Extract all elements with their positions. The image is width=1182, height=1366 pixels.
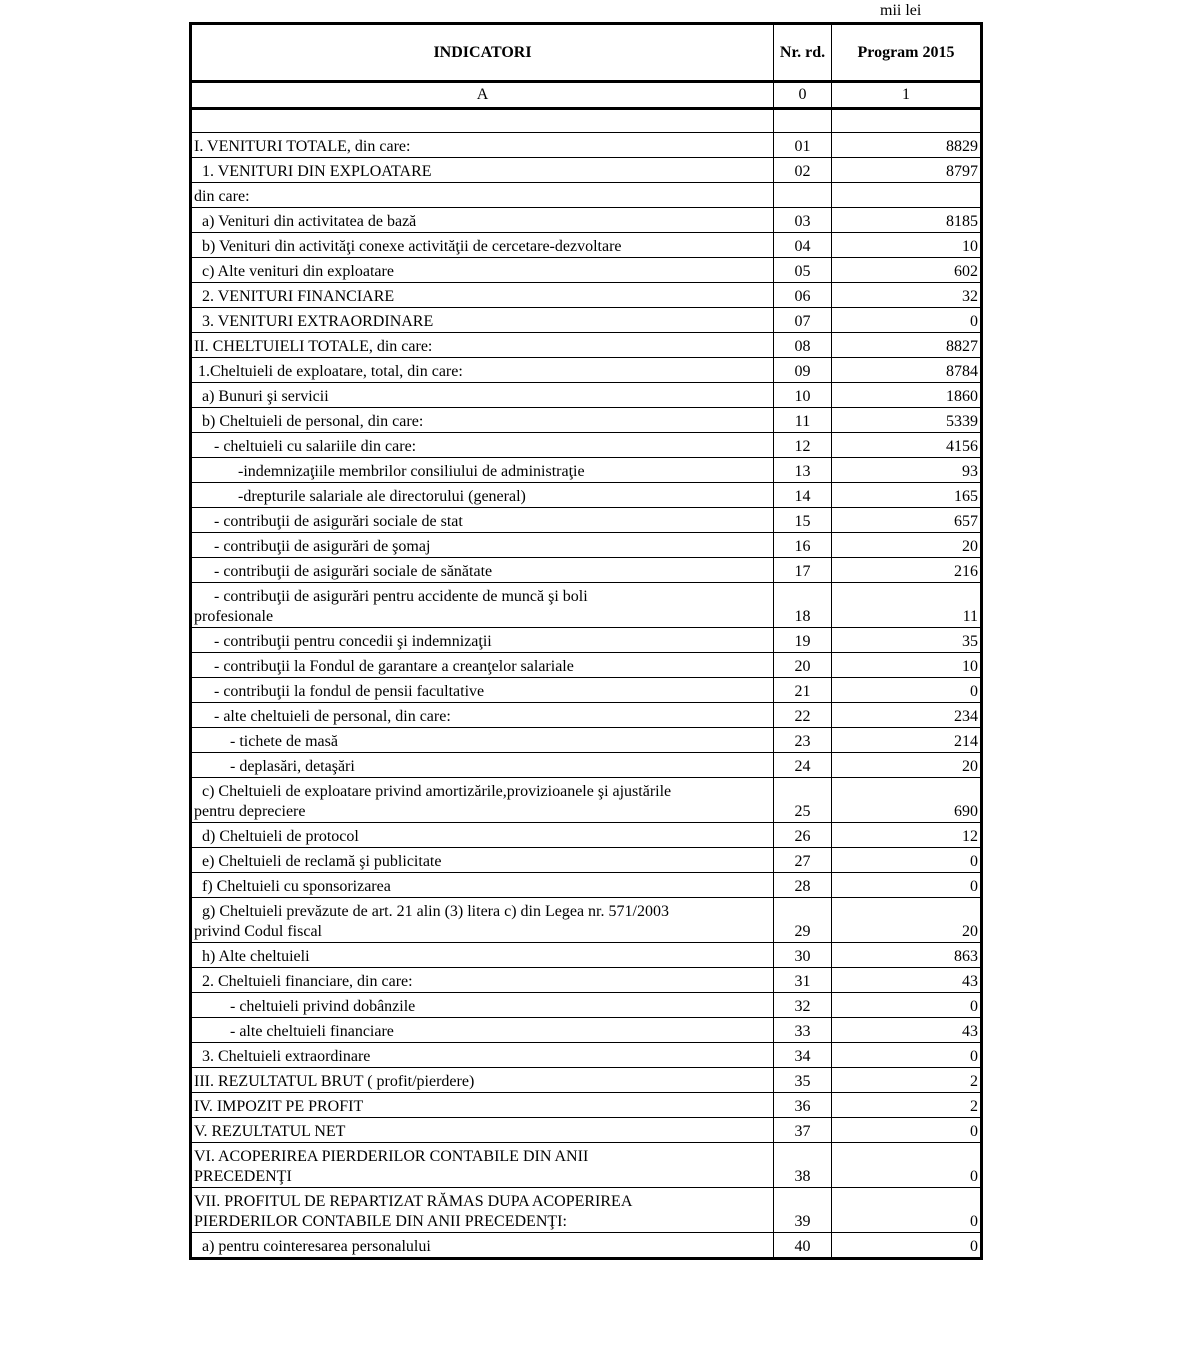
row-indicator: din care: [191, 183, 774, 208]
row-indicator: f) Cheltuieli cu sponsorizarea [191, 873, 774, 898]
table-row [191, 533, 982, 558]
row-value: 216 [832, 558, 982, 583]
row-value: 0 [832, 848, 982, 873]
row-value: 0 [832, 1043, 982, 1068]
table-row [191, 183, 982, 208]
row-value: 35 [832, 628, 982, 653]
table-row [191, 1118, 982, 1143]
row-number: 31 [774, 968, 832, 993]
row-indicator: VII. PROFITUL DE REPARTIZAT RĂMAS DUPA ACOPERIREA PIERDERILOR CONTABILE DIN ANII PRECEDENŢI: [191, 1188, 774, 1233]
row-number: 09 [774, 358, 832, 383]
row-indicator: c) Cheltuieli de exploatare privind amortizările,provizioanele şi ajustările pentru depreciere [191, 778, 774, 823]
table-row [191, 703, 982, 728]
row-number: 33 [774, 1018, 832, 1043]
row-value: 0 [832, 993, 982, 1018]
row-number: 10 [774, 383, 832, 408]
row-indicator: e) Cheltuieli de reclamă şi publicitate [191, 848, 774, 873]
row-indicator: - contribuţii pentru concedii şi indemnizaţii [191, 628, 774, 653]
row-value: 12 [832, 823, 982, 848]
row-value: 2 [832, 1093, 982, 1118]
row-number: 26 [774, 823, 832, 848]
row-value: 93 [832, 458, 982, 483]
row-indicator: - contribuţii de asigurări de şomaj [191, 533, 774, 558]
row-indicator: - tichete de masă [191, 728, 774, 753]
row-indicator: 1. VENITURI DIN EXPLOATARE [191, 158, 774, 183]
table-row [191, 1188, 982, 1233]
row-value: 8827 [832, 333, 982, 358]
row-indicator: a) pentru cointeresarea personalului [191, 1233, 774, 1259]
table-row [191, 823, 982, 848]
table-row [191, 483, 982, 508]
table-row [191, 873, 982, 898]
table-row [191, 558, 982, 583]
header-nr-rd: Nr. rd. [774, 24, 832, 82]
row-number: 30 [774, 943, 832, 968]
row-number: 04 [774, 233, 832, 258]
table-row [191, 943, 982, 968]
row-number: 01 [774, 133, 832, 158]
row-number: 23 [774, 728, 832, 753]
subheader-1: 1 [832, 82, 982, 109]
row-value: 0 [832, 1233, 982, 1259]
row-indicator: II. CHELTUIELI TOTALE, din care: [191, 333, 774, 358]
table-row [191, 1043, 982, 1068]
table-row [191, 1068, 982, 1093]
table-row [191, 308, 982, 333]
table-row [191, 1143, 982, 1188]
row-number: 40 [774, 1233, 832, 1259]
row-number: 19 [774, 628, 832, 653]
table-header-row [191, 24, 982, 82]
table-row [191, 778, 982, 823]
row-number: 12 [774, 433, 832, 458]
row-value: 0 [832, 308, 982, 333]
row-value: 234 [832, 703, 982, 728]
row-indicator: c) Alte venituri din exploatare [191, 258, 774, 283]
row-number: 02 [774, 158, 832, 183]
row-value: 165 [832, 483, 982, 508]
table-row [191, 628, 982, 653]
table-row [191, 1093, 982, 1118]
row-indicator: -indemnizaţiile membrilor consiliului de administraţie [191, 458, 774, 483]
row-number: 25 [774, 778, 832, 823]
row-number: 06 [774, 283, 832, 308]
table-row [191, 1018, 982, 1043]
table-row [191, 383, 982, 408]
row-indicator: g) Cheltuieli prevăzute de art. 21 alin (3) litera c) din Legea nr. 571/2003 privind Codul fiscal [191, 898, 774, 943]
row-number: 17 [774, 558, 832, 583]
header-program-2015: Program 2015 [832, 24, 982, 82]
row-value: 8797 [832, 158, 982, 183]
row-value: 8829 [832, 133, 982, 158]
row-number: 36 [774, 1093, 832, 1118]
row-value: 8185 [832, 208, 982, 233]
table-row [191, 258, 982, 283]
table-row [191, 898, 982, 943]
row-value: 863 [832, 943, 982, 968]
row-indicator: - cheltuieli privind dobânzile [191, 993, 774, 1018]
row-value [832, 183, 982, 208]
table-row [191, 358, 982, 383]
row-value: 0 [832, 873, 982, 898]
table-row [191, 583, 982, 628]
row-value: 10 [832, 653, 982, 678]
row-indicator: h) Alte cheltuieli [191, 943, 774, 968]
table-row [191, 233, 982, 258]
row-value: 2 [832, 1068, 982, 1093]
row-number: 37 [774, 1118, 832, 1143]
row-indicator: V. REZULTATUL NET [191, 1118, 774, 1143]
row-number: 11 [774, 408, 832, 433]
row-number: 16 [774, 533, 832, 558]
row-indicator: - alte cheltuieli de personal, din care: [191, 703, 774, 728]
table-row [191, 653, 982, 678]
subheader-a: A [191, 82, 774, 109]
row-number: 34 [774, 1043, 832, 1068]
row-number: 27 [774, 848, 832, 873]
row-indicator: I. VENITURI TOTALE, din care: [191, 133, 774, 158]
row-indicator: 3. Cheltuieli extraordinare [191, 1043, 774, 1068]
row-indicator: - contribuţii de asigurări sociale de stat [191, 508, 774, 533]
table-subheader-row [191, 82, 982, 109]
row-number: 38 [774, 1143, 832, 1188]
row-number: 08 [774, 333, 832, 358]
row-indicator: b) Venituri din activităţi conexe activităţii de cercetare-dezvoltare [191, 233, 774, 258]
row-value: 657 [832, 508, 982, 533]
row-indicator: a) Bunuri şi servicii [191, 383, 774, 408]
row-indicator: -drepturile salariale ale directorului (general) [191, 483, 774, 508]
row-value: 0 [832, 678, 982, 703]
row-number: 13 [774, 458, 832, 483]
row-number: 15 [774, 508, 832, 533]
table-row [191, 993, 982, 1018]
row-indicator: 1.Cheltuieli de exploatare, total, din care: [191, 358, 774, 383]
row-number: 03 [774, 208, 832, 233]
row-indicator: IV. IMPOZIT PE PROFIT [191, 1093, 774, 1118]
row-value: 214 [832, 728, 982, 753]
table-row [191, 433, 982, 458]
row-value: 43 [832, 968, 982, 993]
row-number: 24 [774, 753, 832, 778]
row-value: 5339 [832, 408, 982, 433]
row-indicator: - contribuţii la Fondul de garantare a creanţelor salariale [191, 653, 774, 678]
row-value: 602 [832, 258, 982, 283]
row-number: 22 [774, 703, 832, 728]
row-number: 35 [774, 1068, 832, 1093]
row-number: 07 [774, 308, 832, 333]
row-number: 29 [774, 898, 832, 943]
table-row [191, 968, 982, 993]
row-value: 20 [832, 753, 982, 778]
row-indicator: - contribuţii la fondul de pensii facultative [191, 678, 774, 703]
row-indicator: 2. VENITURI FINANCIARE [191, 283, 774, 308]
row-value: 20 [832, 533, 982, 558]
row-indicator: d) Cheltuieli de protocol [191, 823, 774, 848]
row-indicator: a) Venituri din activitatea de bază [191, 208, 774, 233]
row-value: 20 [832, 898, 982, 943]
table-row [191, 208, 982, 233]
table-row [191, 728, 982, 753]
table-row [191, 283, 982, 308]
row-number: 05 [774, 258, 832, 283]
row-value: 4156 [832, 433, 982, 458]
row-value: 0 [832, 1118, 982, 1143]
row-indicator: VI. ACOPERIREA PIERDERILOR CONTABILE DIN ANII PRECEDENŢI [191, 1143, 774, 1188]
row-number: 39 [774, 1188, 832, 1233]
row-indicator: - contribuţii de asigurări pentru accidente de muncă şi boli profesionale [191, 583, 774, 628]
table-row [191, 848, 982, 873]
row-number: 32 [774, 993, 832, 1018]
table-row [191, 458, 982, 483]
row-indicator: III. REZULTATUL BRUT ( profit/pierdere) [191, 1068, 774, 1093]
row-value: 10 [832, 233, 982, 258]
row-value: 690 [832, 778, 982, 823]
row-value: 43 [832, 1018, 982, 1043]
table-row [191, 678, 982, 703]
table-row [191, 508, 982, 533]
row-number: 18 [774, 583, 832, 628]
row-number: 20 [774, 653, 832, 678]
row-indicator: - deplasări, detaşări [191, 753, 774, 778]
table-row [191, 158, 982, 183]
row-indicator: 2. Cheltuieli financiare, din care: [191, 968, 774, 993]
subheader-0: 0 [774, 82, 832, 109]
row-indicator: b) Cheltuieli de personal, din care: [191, 408, 774, 433]
row-number: 14 [774, 483, 832, 508]
table-row [191, 753, 982, 778]
row-value: 0 [832, 1143, 982, 1188]
row-value: 11 [832, 583, 982, 628]
table-row [191, 1233, 982, 1259]
row-number [774, 183, 832, 208]
blank-row [191, 109, 982, 133]
row-indicator: - cheltuieli cu salariile din care: [191, 433, 774, 458]
row-value: 1860 [832, 383, 982, 408]
row-indicator: - alte cheltuieli financiare [191, 1018, 774, 1043]
row-indicator: 3. VENITURI EXTRAORDINARE [191, 308, 774, 333]
header-indicatori: INDICATORI [191, 24, 774, 82]
unit-label: mii lei [880, 2, 922, 19]
table-row [191, 408, 982, 433]
row-value: 0 [832, 1188, 982, 1233]
row-indicator: - contribuţii de asigurări sociale de sănătate [191, 558, 774, 583]
row-value: 8784 [832, 358, 982, 383]
table-row [191, 133, 982, 158]
financial-indicators-table [189, 22, 983, 1260]
row-number: 28 [774, 873, 832, 898]
row-number: 21 [774, 678, 832, 703]
row-value: 32 [832, 283, 982, 308]
table-row [191, 333, 982, 358]
